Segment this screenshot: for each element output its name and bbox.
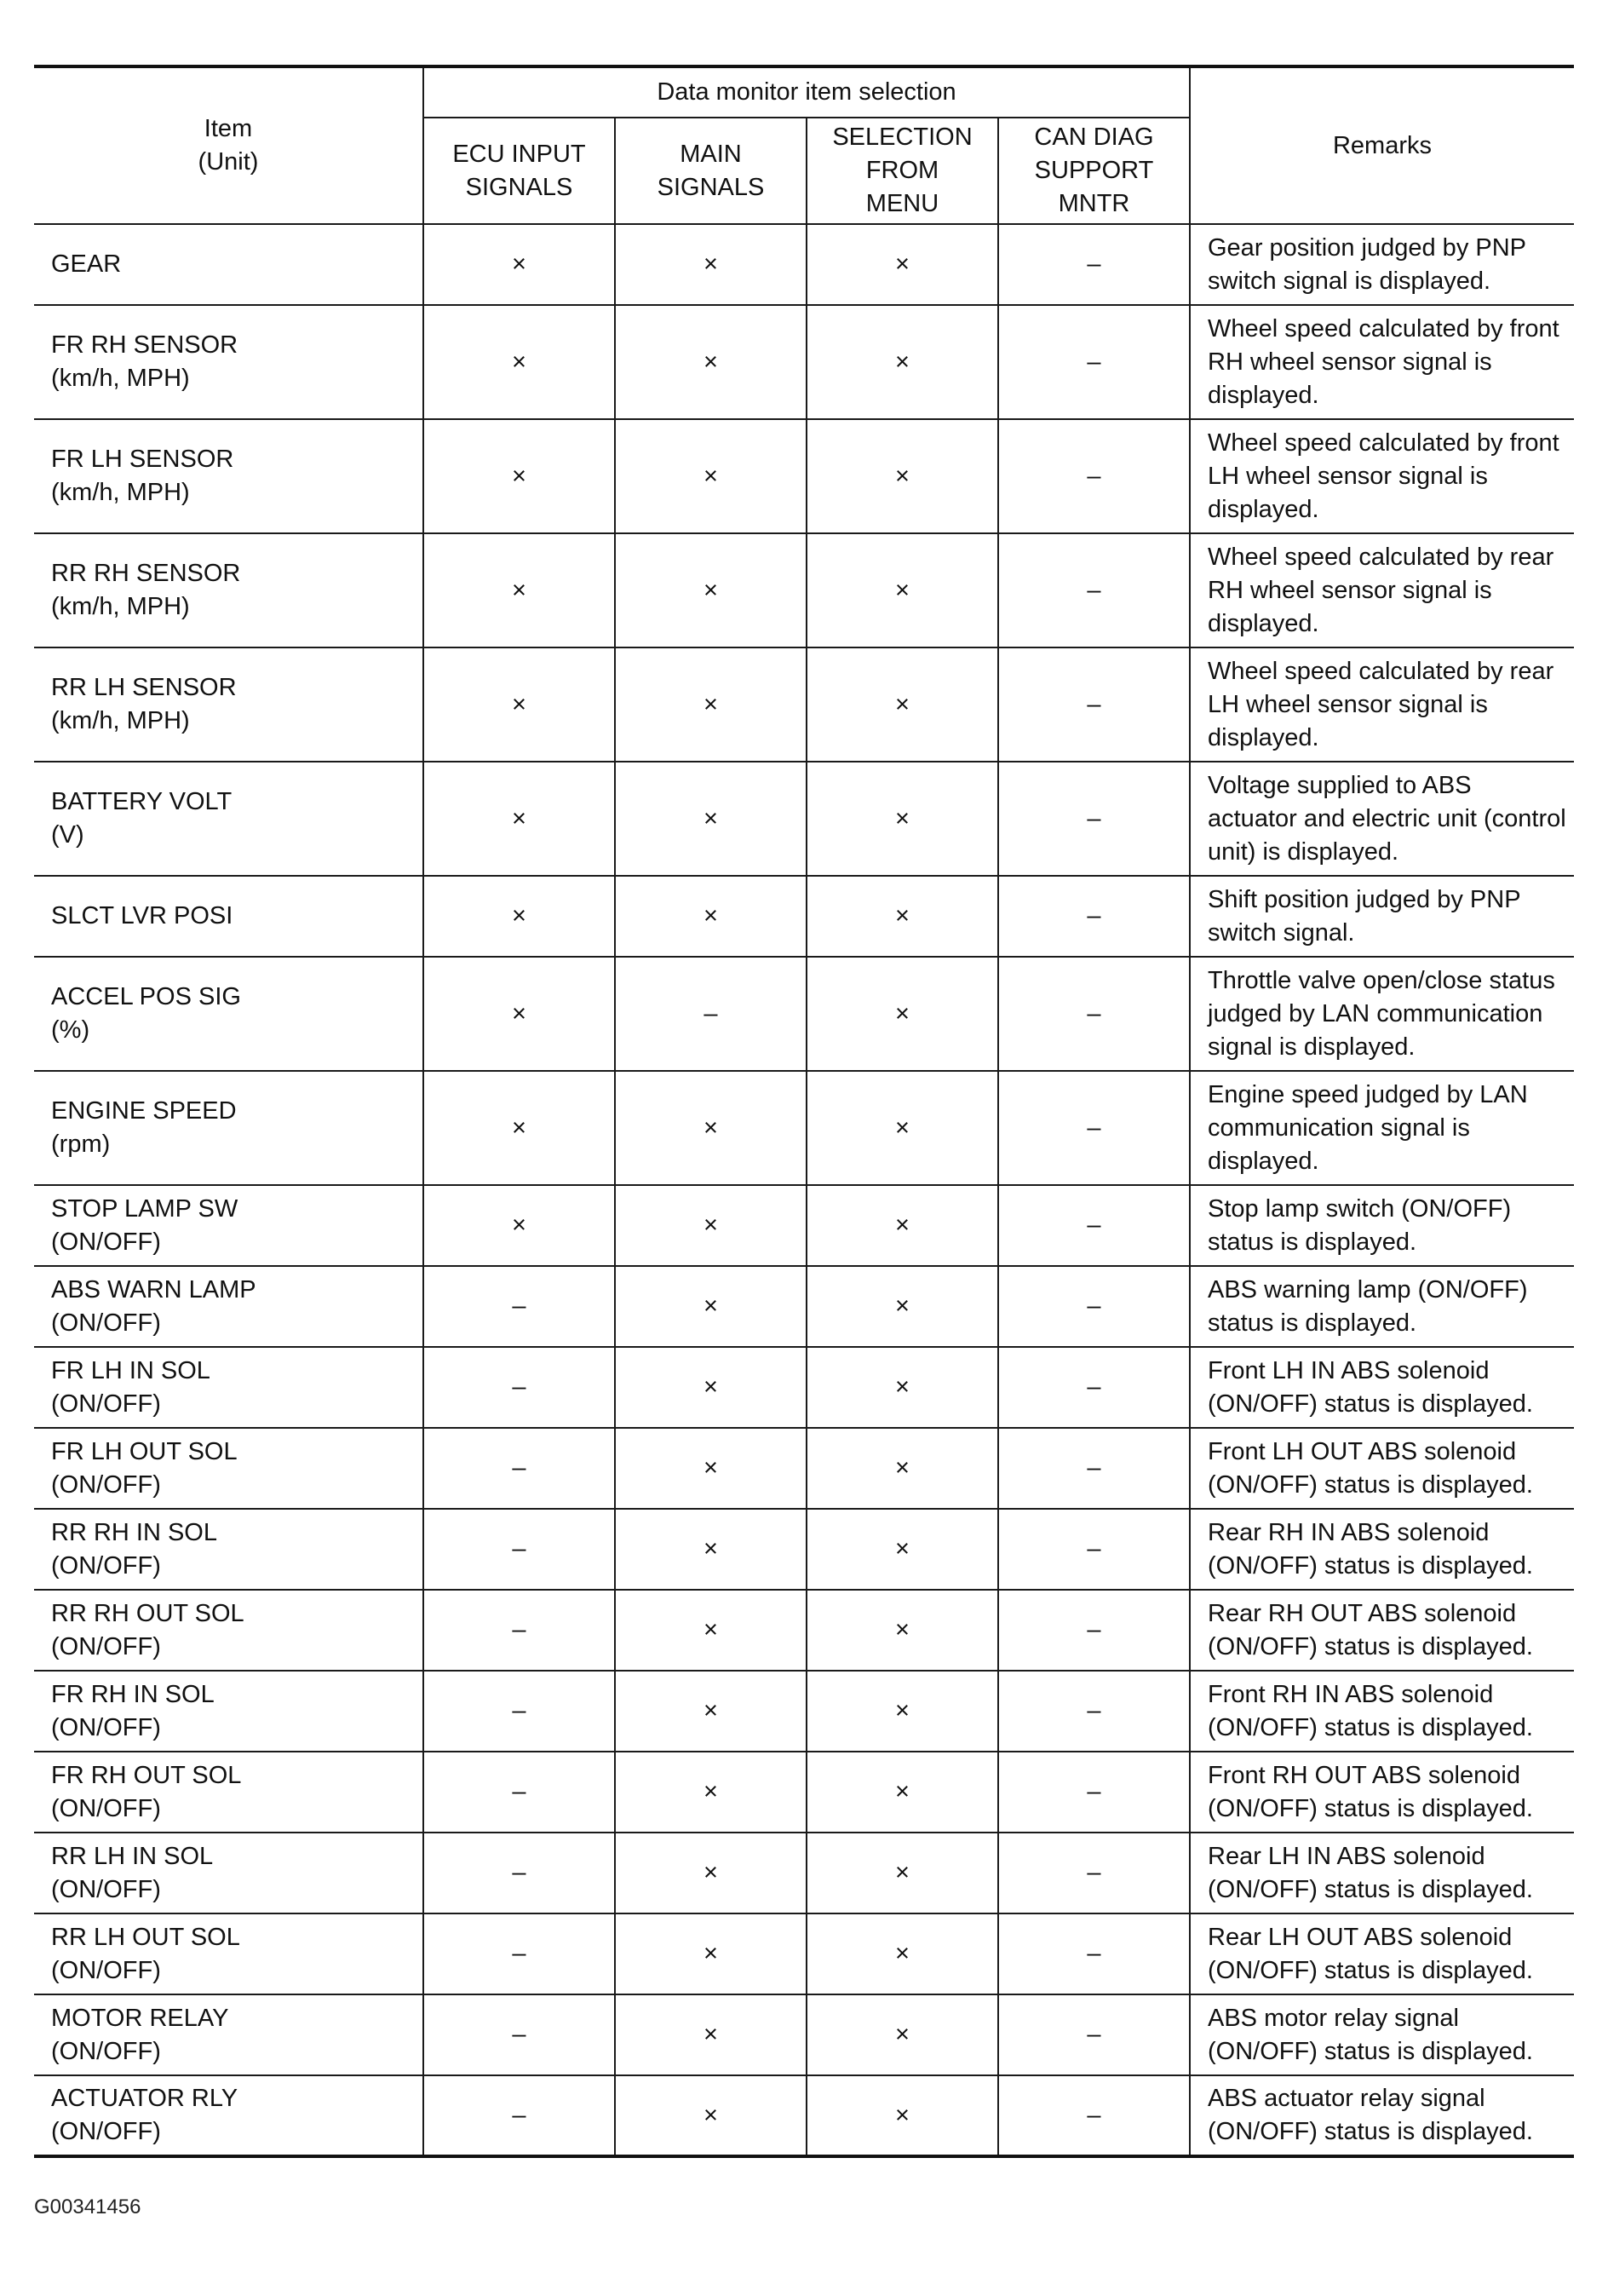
item-name: FR LH OUT SOL <box>51 1437 238 1465</box>
remarks-cell: Voltage supplied to ABS actuator and electric unit (control unit) is displayed. <box>1190 762 1574 876</box>
header-line: SIGNALS <box>465 173 573 201</box>
header-line: SIGNALS <box>657 173 765 201</box>
item-cell <box>34 1347 423 1428</box>
main-signals-header <box>615 118 807 224</box>
main-signals-mark: × <box>615 1913 807 1994</box>
remarks-cell: Front LH IN ABS solenoid (ON/OFF) status is displayed. <box>1190 1347 1574 1428</box>
can-diag-support-mntr-mark: – <box>998 647 1190 762</box>
item-unit: (ON/OFF) <box>51 1956 161 1984</box>
ecu-input-signals-mark: – <box>423 1590 615 1671</box>
remarks-cell: Stop lamp switch (ON/OFF) status is displayed. <box>1190 1185 1574 1266</box>
ecu-input-signals-mark: – <box>423 1994 615 2075</box>
remarks-cell: Wheel speed calculated by rear LH wheel sensor signal is displayed. <box>1190 647 1574 762</box>
item-cell <box>34 1266 423 1347</box>
item-name: RR LH SENSOR <box>51 674 237 701</box>
table-row <box>34 876 1574 957</box>
main-signals-mark: × <box>615 1428 807 1509</box>
main-signals-mark: × <box>615 1833 807 1913</box>
selection-from-menu-mark: × <box>807 533 998 647</box>
remarks-cell: ABS actuator relay signal (ON/OFF) status is displayed. <box>1190 2075 1574 2156</box>
item-name: ABS WARN LAMP <box>51 1275 256 1303</box>
ecu-input-signals-mark: – <box>423 1347 615 1428</box>
main-signals-mark: × <box>615 1590 807 1671</box>
selection-from-menu-mark: × <box>807 1509 998 1590</box>
table-row <box>34 1266 1574 1347</box>
can-diag-support-mntr-mark: – <box>998 2075 1190 2156</box>
selection-from-menu-mark: × <box>807 1347 998 1428</box>
item-header <box>34 66 423 224</box>
can-diag-support-mntr-mark: – <box>998 1590 1190 1671</box>
item-unit: (km/h, MPH) <box>51 365 190 392</box>
header-line: MAIN <box>680 140 742 168</box>
ecu-input-signals-mark: × <box>423 876 615 957</box>
remarks-cell: Wheel speed calculated by rear RH wheel sensor signal is displayed. <box>1190 533 1574 647</box>
item-name: BATTERY VOLT <box>51 788 233 815</box>
remarks-cell: Rear LH IN ABS solenoid (ON/OFF) status is displayed. <box>1190 1833 1574 1913</box>
item-unit: (ON/OFF) <box>51 1875 161 1903</box>
main-signals-mark: × <box>615 533 807 647</box>
selection-from-menu-mark: × <box>807 2075 998 2156</box>
item-cell <box>34 1590 423 1671</box>
table-row <box>34 1509 1574 1590</box>
item-unit: (ON/OFF) <box>51 2118 161 2145</box>
main-signals-mark: × <box>615 305 807 419</box>
item-name: STOP LAMP SW <box>51 1194 238 1223</box>
main-signals-mark: × <box>615 876 807 957</box>
remarks-cell: Front RH IN ABS solenoid (ON/OFF) status is displayed. <box>1190 1671 1574 1752</box>
selection-from-menu-mark: × <box>807 1752 998 1833</box>
item-name: RR RH OUT SOL <box>51 1599 244 1627</box>
can-diag-support-mntr-mark: – <box>998 1833 1190 1913</box>
item-header-label: Item <box>204 115 253 142</box>
item-unit: (ON/OFF) <box>51 1551 161 1580</box>
item-unit: (ON/OFF) <box>51 1794 161 1822</box>
item-name: RR LH OUT SOL <box>51 1923 240 1951</box>
can-diag-support-mntr-header <box>998 118 1190 224</box>
main-signals-mark: × <box>615 762 807 876</box>
header-line: MNTR <box>1058 190 1130 217</box>
item-unit: (ON/OFF) <box>51 2037 161 2065</box>
item-cell <box>34 957 423 1071</box>
header-line: SELECTION <box>832 124 973 151</box>
can-diag-support-mntr-mark: – <box>998 1347 1190 1428</box>
selection-from-menu-mark: × <box>807 1185 998 1266</box>
ecu-input-signals-header <box>423 118 615 224</box>
ecu-input-signals-mark: – <box>423 2075 615 2156</box>
item-name: FR RH OUT SOL <box>51 1761 242 1789</box>
header-line: FROM <box>865 157 939 184</box>
data-monitor-group-header: Data monitor item selection <box>423 66 1190 118</box>
remarks-cell: Throttle valve open/close status judged by LAN communication signal is displayed. <box>1190 957 1574 1071</box>
main-signals-mark: × <box>615 1071 807 1185</box>
ecu-input-signals-mark: – <box>423 1913 615 1994</box>
item-cell <box>34 1185 423 1266</box>
table-row <box>34 1671 1574 1752</box>
item-cell <box>34 762 423 876</box>
main-signals-mark: × <box>615 1994 807 2075</box>
main-signals-mark: × <box>615 224 807 305</box>
item-name: FR RH SENSOR <box>51 331 238 359</box>
table-row <box>34 1833 1574 1913</box>
data-monitor-table <box>34 65 1574 2158</box>
item-unit: (km/h, MPH) <box>51 707 190 734</box>
item-name: ENGINE SPEED <box>51 1097 237 1125</box>
item-cell <box>34 1509 423 1590</box>
selection-from-menu-mark: × <box>807 1913 998 1994</box>
ecu-input-signals-mark: × <box>423 762 615 876</box>
ecu-input-signals-mark: × <box>423 305 615 419</box>
can-diag-support-mntr-mark: – <box>998 1671 1190 1752</box>
table-body <box>34 224 1574 2156</box>
header-line: ECU INPUT <box>452 140 586 168</box>
ecu-input-signals-mark: – <box>423 1428 615 1509</box>
item-cell <box>34 1428 423 1509</box>
table-row <box>34 957 1574 1071</box>
can-diag-support-mntr-mark: – <box>998 224 1190 305</box>
ecu-input-signals-mark: × <box>423 647 615 762</box>
remarks-cell: Wheel speed calculated by front RH wheel sensor signal is displayed. <box>1190 305 1574 419</box>
can-diag-support-mntr-mark: – <box>998 1071 1190 1185</box>
main-signals-mark: × <box>615 1671 807 1752</box>
item-cell <box>34 305 423 419</box>
item-unit: (ON/OFF) <box>51 1309 161 1337</box>
can-diag-support-mntr-mark: – <box>998 1994 1190 2075</box>
table-row <box>34 1752 1574 1833</box>
header-line: CAN DIAG <box>1034 124 1154 151</box>
item-cell <box>34 1994 423 2075</box>
item-name: RR LH IN SOL <box>51 1842 214 1870</box>
selection-from-menu-mark: × <box>807 957 998 1071</box>
can-diag-support-mntr-mark: – <box>998 876 1190 957</box>
main-signals-mark: × <box>615 1347 807 1428</box>
table-row <box>34 419 1574 533</box>
ecu-input-signals-mark: × <box>423 533 615 647</box>
can-diag-support-mntr-mark: – <box>998 762 1190 876</box>
remarks-cell: ABS warning lamp (ON/OFF) status is displayed. <box>1190 1266 1574 1347</box>
item-unit: (km/h, MPH) <box>51 593 190 620</box>
item-unit: (ON/OFF) <box>51 1228 161 1256</box>
item-name: ACCEL POS SIG <box>51 983 241 1010</box>
selection-from-menu-header <box>807 118 998 224</box>
can-diag-support-mntr-mark: – <box>998 1509 1190 1590</box>
header-row-top <box>34 66 1574 118</box>
item-unit: (V) <box>51 821 84 849</box>
item-cell <box>34 1671 423 1752</box>
can-diag-support-mntr-mark: – <box>998 1428 1190 1509</box>
table-row <box>34 305 1574 419</box>
ecu-input-signals-mark: × <box>423 1071 615 1185</box>
remarks-header: Remarks <box>1190 66 1574 224</box>
ecu-input-signals-mark: × <box>423 419 615 533</box>
main-signals-mark: × <box>615 2075 807 2156</box>
table-row <box>34 1590 1574 1671</box>
figure-code: G00341456 <box>34 2195 141 2218</box>
table-row <box>34 647 1574 762</box>
can-diag-support-mntr-mark: – <box>998 305 1190 419</box>
item-unit: (ON/OFF) <box>51 1390 161 1418</box>
remarks-cell: Rear RH IN ABS solenoid (ON/OFF) status is displayed. <box>1190 1509 1574 1590</box>
item-unit: (ON/OFF) <box>51 1713 161 1741</box>
table-row <box>34 1913 1574 1994</box>
ecu-input-signals-mark: – <box>423 1833 615 1913</box>
item-unit: (km/h, MPH) <box>51 479 190 506</box>
item-name: FR RH IN SOL <box>51 1680 215 1708</box>
remarks-cell: Front LH OUT ABS solenoid (ON/OFF) status is displayed. <box>1190 1428 1574 1509</box>
selection-from-menu-mark: × <box>807 1266 998 1347</box>
selection-from-menu-mark: × <box>807 419 998 533</box>
item-cell <box>34 1913 423 1994</box>
table-row <box>34 533 1574 647</box>
item-cell <box>34 2075 423 2156</box>
main-signals-mark: × <box>615 1185 807 1266</box>
selection-from-menu-mark: × <box>807 876 998 957</box>
item-unit: (ON/OFF) <box>51 1632 161 1660</box>
selection-from-menu-mark: × <box>807 1833 998 1913</box>
can-diag-support-mntr-mark: – <box>998 1752 1190 1833</box>
can-diag-support-mntr-mark: – <box>998 419 1190 533</box>
ecu-input-signals-mark: – <box>423 1671 615 1752</box>
can-diag-support-mntr-mark: – <box>998 1266 1190 1347</box>
remarks-cell: Rear RH OUT ABS solenoid (ON/OFF) status is displayed. <box>1190 1590 1574 1671</box>
ecu-input-signals-mark: × <box>423 224 615 305</box>
main-signals-mark: × <box>615 1266 807 1347</box>
main-signals-mark: × <box>615 647 807 762</box>
item-name: SLCT LVR POSI <box>51 902 233 929</box>
item-name: FR LH IN SOL <box>51 1356 210 1384</box>
item-cell <box>34 876 423 957</box>
item-cell <box>34 224 423 305</box>
item-name: RR RH SENSOR <box>51 560 241 587</box>
main-signals-mark: × <box>615 1752 807 1833</box>
table-row <box>34 1071 1574 1185</box>
item-name: FR LH SENSOR <box>51 446 234 473</box>
item-cell <box>34 1071 423 1185</box>
item-unit: (rpm) <box>51 1131 111 1158</box>
ecu-input-signals-mark: – <box>423 1266 615 1347</box>
main-signals-mark: × <box>615 419 807 533</box>
remarks-cell: Wheel speed calculated by front LH wheel sensor signal is displayed. <box>1190 419 1574 533</box>
header-line: MENU <box>865 190 939 217</box>
remarks-cell: Front RH OUT ABS solenoid (ON/OFF) status is displayed. <box>1190 1752 1574 1833</box>
table-row <box>34 1347 1574 1428</box>
remarks-cell: ABS motor relay signal (ON/OFF) status is displayed. <box>1190 1994 1574 2075</box>
can-diag-support-mntr-mark: – <box>998 1913 1190 1994</box>
table-row <box>34 224 1574 305</box>
item-unit: (ON/OFF) <box>51 1470 161 1499</box>
selection-from-menu-mark: × <box>807 1428 998 1509</box>
item-name: RR RH IN SOL <box>51 1518 217 1546</box>
item-cell <box>34 647 423 762</box>
selection-from-menu-mark: × <box>807 305 998 419</box>
item-cell <box>34 533 423 647</box>
remarks-cell: Shift position judged by PNP switch signal. <box>1190 876 1574 957</box>
ecu-input-signals-mark: × <box>423 957 615 1071</box>
remarks-cell: Rear LH OUT ABS solenoid (ON/OFF) status is displayed. <box>1190 1913 1574 1994</box>
table-row <box>34 762 1574 876</box>
selection-from-menu-mark: × <box>807 1671 998 1752</box>
selection-from-menu-mark: × <box>807 762 998 876</box>
table-row <box>34 1185 1574 1266</box>
selection-from-menu-mark: × <box>807 647 998 762</box>
selection-from-menu-mark: × <box>807 224 998 305</box>
item-cell <box>34 1833 423 1913</box>
selection-from-menu-mark: × <box>807 1590 998 1671</box>
selection-from-menu-mark: × <box>807 1071 998 1185</box>
item-name: MOTOR RELAY <box>51 2004 229 2032</box>
table-row <box>34 1428 1574 1509</box>
table-row <box>34 1994 1574 2075</box>
can-diag-support-mntr-mark: – <box>998 533 1190 647</box>
ecu-input-signals-mark: – <box>423 1752 615 1833</box>
item-cell <box>34 1752 423 1833</box>
remarks-cell: Engine speed judged by LAN communication signal is displayed. <box>1190 1071 1574 1185</box>
table-row <box>34 2075 1574 2156</box>
main-signals-mark: – <box>615 957 807 1071</box>
remarks-cell: Gear position judged by PNP switch signal is displayed. <box>1190 224 1574 305</box>
can-diag-support-mntr-mark: – <box>998 1185 1190 1266</box>
main-signals-mark: × <box>615 1509 807 1590</box>
item-unit: (%) <box>51 1016 90 1044</box>
ecu-input-signals-mark: × <box>423 1185 615 1266</box>
item-cell <box>34 419 423 533</box>
can-diag-support-mntr-mark: – <box>998 957 1190 1071</box>
ecu-input-signals-mark: – <box>423 1509 615 1590</box>
item-header-unit: (Unit) <box>198 148 259 176</box>
item-name: GEAR <box>51 250 122 278</box>
header-line: SUPPORT <box>1034 157 1154 184</box>
item-name: ACTUATOR RLY <box>51 2085 238 2112</box>
selection-from-menu-mark: × <box>807 1994 998 2075</box>
